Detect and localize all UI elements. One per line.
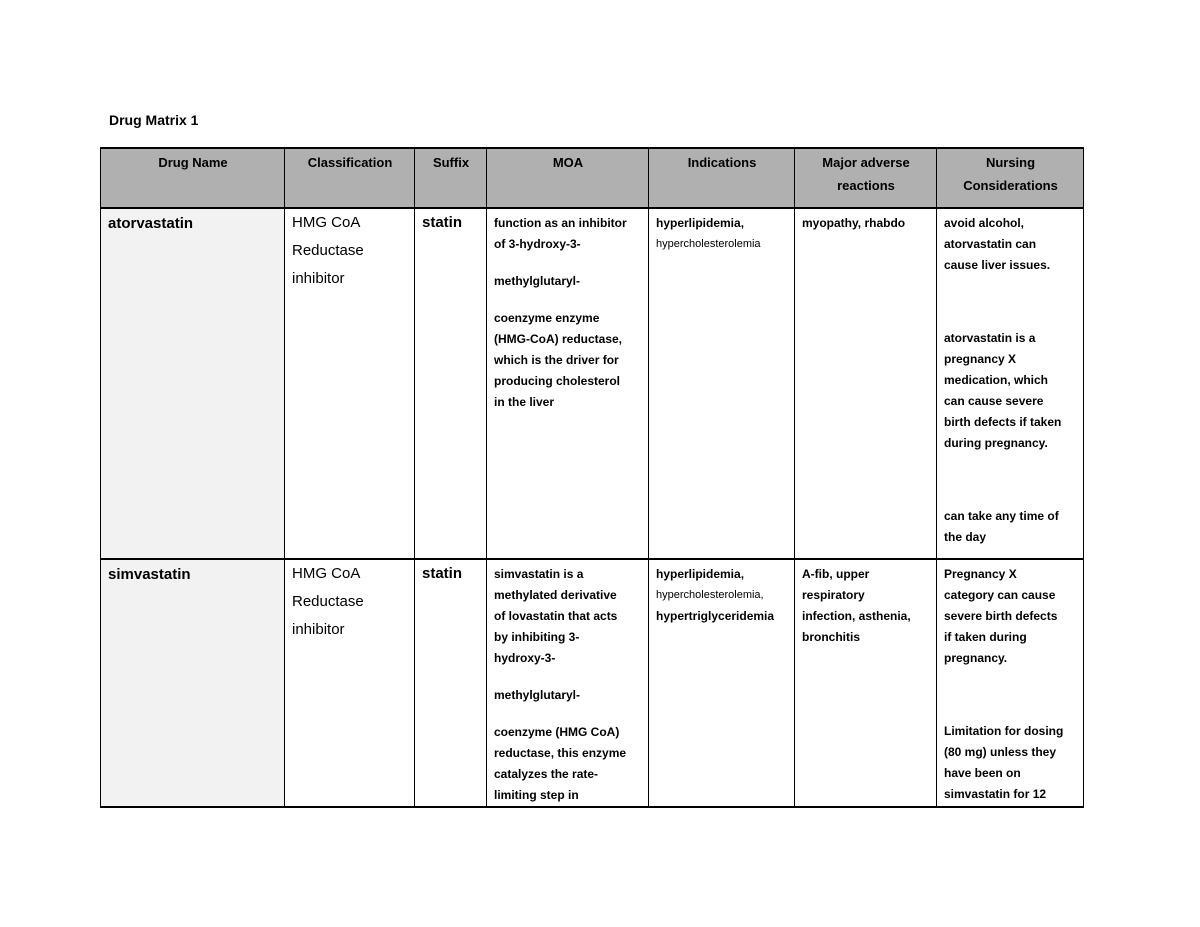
nursing-line: medication, which: [944, 373, 1049, 387]
moa-line: of lovastatin that acts: [494, 609, 618, 623]
adverse-line: bronchitis: [802, 630, 861, 644]
header-adverse-line1: Major adverse: [822, 155, 910, 170]
nursing-line: pregnancy.: [944, 651, 1008, 665]
nursing-line: Pregnancy X: [944, 567, 1017, 581]
moa-line: catalyzes the rate-: [494, 767, 599, 781]
cell-moa: [487, 208, 649, 559]
cell-classification: [285, 559, 415, 807]
cell-drug-name: atorvastatin: [101, 208, 285, 559]
nursing-line: (80 mg) unless they: [944, 745, 1057, 759]
header-drug-name: Drug Name: [101, 148, 285, 208]
table-row: [101, 559, 1084, 807]
cell-indications: [649, 208, 795, 559]
nursing-line: atorvastatin is a: [944, 331, 1036, 345]
header-adverse-line2: reactions: [837, 178, 895, 193]
nursing-line: during pregnancy.: [944, 436, 1048, 450]
cell-nursing-considerations: [937, 208, 1084, 559]
header-adverse-reactions: [795, 148, 937, 208]
moa-line: limiting step in: [494, 788, 579, 802]
moa-line: methylated derivative: [494, 588, 617, 602]
header-classification: Classification: [285, 148, 415, 208]
nursing-line: if taken during: [944, 630, 1027, 644]
nursing-line: can take any time of: [944, 509, 1059, 523]
moa-line: hydroxy-3-: [494, 651, 556, 665]
moa-line: in the liver: [494, 395, 555, 409]
header-suffix: Suffix: [415, 148, 487, 208]
moa-line: methylglutaryl-: [494, 688, 581, 702]
classification-line: HMG CoA: [292, 214, 361, 231]
cell-indications: [649, 559, 795, 807]
moa-line: which is the driver for: [494, 353, 619, 367]
table-row: [101, 208, 1084, 559]
header-row: [101, 148, 1084, 208]
nursing-line: category can cause: [944, 588, 1056, 602]
moa-line: of 3-hydroxy-3-: [494, 237, 581, 251]
nursing-line: pregnancy X: [944, 352, 1017, 366]
moa-line: by inhibiting 3-: [494, 630, 580, 644]
moa-line: methylglutaryl-: [494, 274, 581, 288]
header-moa: MOA: [487, 148, 649, 208]
cell-nursing-considerations: [937, 559, 1084, 807]
moa-line: coenzyme (HMG CoA): [494, 725, 620, 739]
header-nursing-line2: Considerations: [963, 178, 1058, 193]
document-title: Drug Matrix 1: [109, 112, 199, 128]
cell-adverse-reactions: [795, 559, 937, 807]
drug-matrix-table: [100, 147, 1084, 808]
moa-line: coenzyme enzyme: [494, 311, 600, 325]
classification-line: Reductase: [292, 593, 364, 610]
cell-classification: [285, 208, 415, 559]
nursing-line: avoid alcohol,: [944, 216, 1025, 230]
nursing-line: Limitation for dosing: [944, 724, 1064, 738]
cell-suffix: statin: [415, 208, 487, 559]
indication-line: hyperlipidemia,: [656, 216, 745, 230]
nursing-line: can cause severe: [944, 394, 1044, 408]
cell-adverse-reactions: myopathy, rhabdo: [795, 208, 937, 559]
moa-line: reductase, this enzyme: [494, 746, 627, 760]
header-indications: Indications: [649, 148, 795, 208]
moa-line: (HMG-CoA) reductase,: [494, 332, 623, 346]
header-nursing-considerations: [937, 148, 1084, 208]
nursing-line: atorvastatin can: [944, 237, 1037, 251]
adverse-line: infection, asthenia,: [802, 609, 911, 623]
nursing-line: severe birth defects: [944, 609, 1058, 623]
nursing-line: the day: [944, 530, 987, 544]
adverse-line: A-fib, upper: [802, 567, 870, 581]
nursing-line: simvastatin for 12: [944, 787, 1047, 801]
cell-suffix: statin: [415, 559, 487, 807]
classification-line: inhibitor: [292, 621, 345, 638]
indication-line: hyperlipidemia,: [656, 567, 745, 581]
cell-moa: [487, 559, 649, 807]
classification-line: Reductase: [292, 242, 364, 259]
nursing-line: birth defects if taken: [944, 415, 1062, 429]
indication-line: hypertriglyceridemia: [656, 609, 775, 623]
classification-line: HMG CoA: [292, 565, 361, 582]
indication-line: hypercholesterolemia: [656, 238, 761, 250]
cell-drug-name: simvastatin: [101, 559, 285, 807]
adverse-line: respiratory: [802, 588, 865, 602]
header-nursing-line1: Nursing: [985, 155, 1036, 170]
indication-line: hypercholesterolemia,: [656, 589, 764, 601]
classification-line: inhibitor: [292, 270, 345, 287]
nursing-line: cause liver issues.: [944, 258, 1051, 272]
moa-line: producing cholesterol: [494, 374, 621, 388]
moa-line: simvastatin is a: [494, 567, 584, 581]
moa-line: function as an inhibitor: [494, 216, 627, 230]
nursing-line: have been on: [944, 766, 1021, 780]
